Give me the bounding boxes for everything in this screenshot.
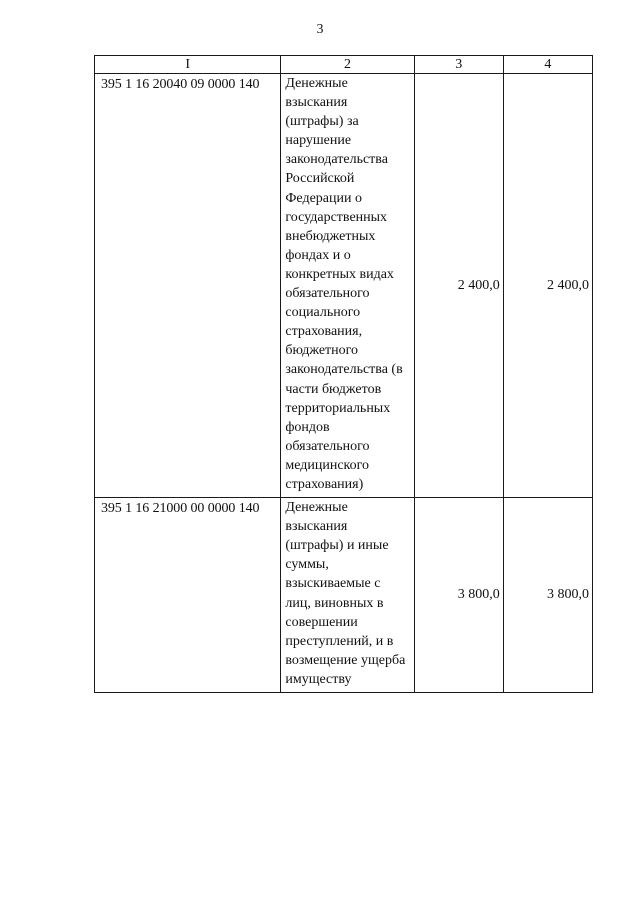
revenue-name-line: фондов bbox=[285, 419, 330, 435]
revenue-name-line: Российской bbox=[285, 171, 355, 187]
header-cell-3: 3 bbox=[414, 56, 503, 74]
value-cell-col3: 3 800,0 bbox=[414, 498, 503, 693]
revenue-name-line: законодательства (в bbox=[285, 362, 403, 378]
revenue-name-line: страхования) bbox=[285, 476, 364, 492]
value-cell-col3: 2 400,0 bbox=[414, 74, 503, 498]
revenue-name-line: Денежные bbox=[285, 500, 348, 516]
revenue-name-line: законодательства bbox=[285, 152, 388, 168]
revenue-name-line: территориальных bbox=[285, 400, 391, 416]
revenue-name-line: возмещение ущерба bbox=[285, 652, 406, 668]
revenue-name-line: лиц, виновных в bbox=[285, 595, 384, 611]
revenue-name-line: социального bbox=[285, 305, 361, 321]
revenue-name-line: Денежные bbox=[285, 76, 348, 91]
budget-revenue-table bbox=[94, 55, 593, 693]
revenue-name-line: государственных bbox=[285, 209, 388, 225]
revenue-name-line: бюджетного bbox=[285, 343, 359, 359]
revenue-name-line: части бюджетов bbox=[285, 381, 382, 397]
revenue-name-line: преступлений, и в bbox=[285, 633, 394, 649]
revenue-name-line: фондах и о bbox=[285, 247, 351, 263]
revenue-name-line: взыскания bbox=[285, 519, 348, 535]
value-cell-col4: 2 400,0 bbox=[503, 74, 592, 498]
revenue-name-line: имуществу bbox=[285, 671, 352, 687]
table-row bbox=[95, 498, 593, 693]
table-header-row bbox=[95, 56, 593, 74]
revenue-name-line: страхования, bbox=[285, 324, 363, 340]
revenue-name-line: взыскания bbox=[285, 95, 348, 111]
revenue-name-line: внебюджетных bbox=[285, 228, 376, 244]
revenue-name-line: взыскиваемые с bbox=[285, 576, 381, 592]
revenue-code-cell: 395 1 16 21000 00 0000 140 bbox=[95, 498, 281, 693]
revenue-name-line: (штрафы) за bbox=[285, 114, 359, 130]
header-cell-2: 2 bbox=[281, 56, 414, 74]
table-row bbox=[95, 74, 593, 498]
revenue-name-line: обязательного bbox=[285, 438, 370, 454]
revenue-name-line: Федерации о bbox=[285, 190, 362, 206]
revenue-name-line: нарушение bbox=[285, 133, 352, 149]
header-cell-4: 4 bbox=[503, 56, 592, 74]
revenue-name-line: медицинского bbox=[285, 457, 370, 473]
revenue-code-cell: 395 1 16 20040 09 0000 140 bbox=[95, 74, 281, 498]
revenue-name-cell bbox=[281, 498, 414, 693]
header-cell-1: I bbox=[95, 56, 281, 74]
revenue-name-line: конкретных видах bbox=[285, 266, 394, 282]
revenue-name-line: суммы, bbox=[285, 557, 329, 573]
revenue-name-line: совершении bbox=[285, 614, 358, 630]
page-number: 3 bbox=[316, 22, 324, 37]
revenue-name-line: обязательного bbox=[285, 286, 370, 302]
revenue-name-line: (штрафы) и иные bbox=[285, 538, 389, 554]
value-cell-col4: 3 800,0 bbox=[503, 498, 592, 693]
revenue-name-cell bbox=[281, 74, 414, 498]
